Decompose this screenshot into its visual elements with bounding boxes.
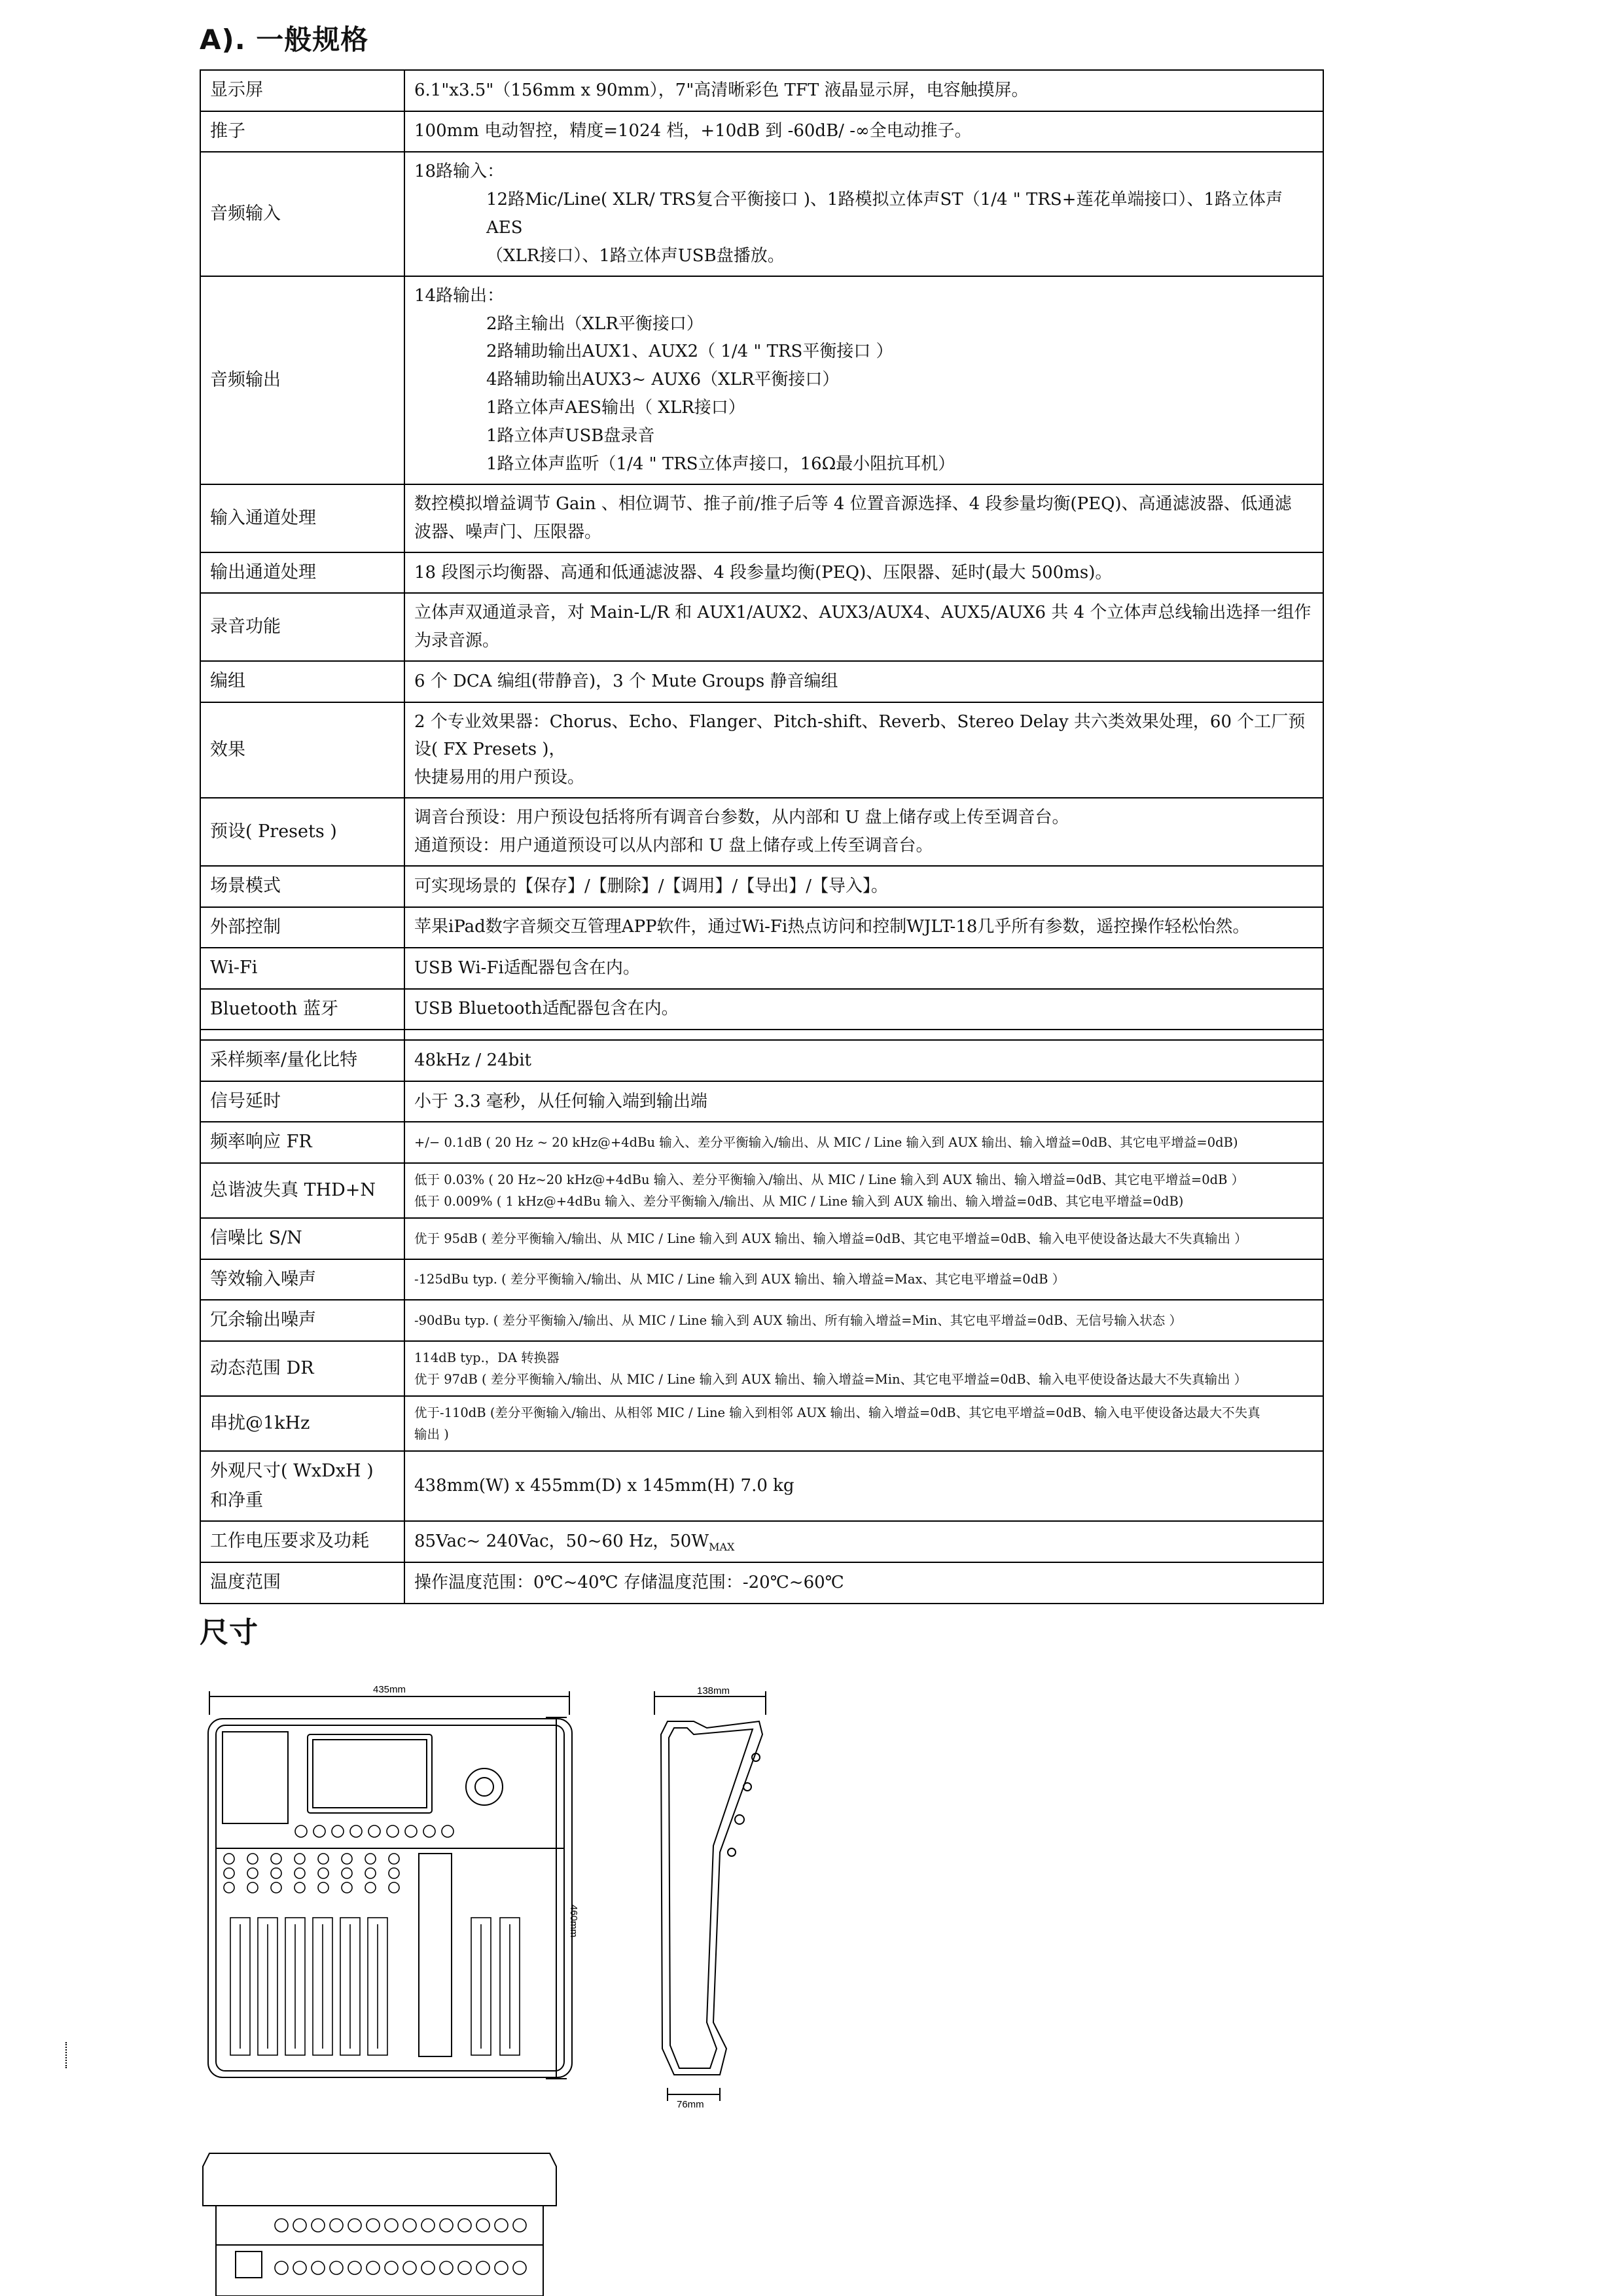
- knob-mark: [318, 1854, 329, 1864]
- spec-value: [404, 1081, 1323, 1122]
- spec-value-line: 1路立体声监听（1/4 " TRS立体声接口，16Ω最小阻抗耳机）: [486, 454, 955, 474]
- spec-value-line: 85Vac~ 240Vac，50~60 Hz，50W: [414, 1531, 709, 1551]
- jack-mark: [275, 2219, 288, 2232]
- spec-value: [404, 948, 1323, 989]
- spec-table: [200, 69, 1324, 1604]
- knob-mark: [332, 1825, 344, 1837]
- spec-key: 串扰@1kHz: [200, 1396, 404, 1451]
- spec-value: [404, 1396, 1323, 1451]
- spec-value-line: 操作温度范围：0℃~40℃ 存储温度范围：-20℃~60℃: [414, 1572, 844, 1592]
- jack-mark: [421, 2261, 435, 2274]
- jack-mark: [293, 2261, 306, 2274]
- spec-row: [200, 866, 1323, 907]
- jack-mark: [421, 2219, 435, 2232]
- jack-mark: [476, 2261, 490, 2274]
- jack-mark: [403, 2261, 416, 2274]
- spec-row: [200, 798, 1323, 866]
- spec-value-line: 4路辅助输出AUX3~ AUX6（XLR平衡接口）: [486, 370, 840, 390]
- spec-value: [404, 276, 1323, 484]
- knob-mark: [342, 1854, 352, 1864]
- spec-separator-cell: [404, 1030, 1323, 1040]
- jack-mark: [495, 2219, 508, 2232]
- spec-value-line: 18 段图示均衡器、高通和低通滤波器、4 段参量均衡(PEQ)、压限器、延时(最大 500ms)。: [414, 562, 1113, 583]
- spec-value: [404, 484, 1323, 552]
- jack-mark: [385, 2261, 398, 2274]
- spec-row: [200, 111, 1323, 152]
- front-width-label: 435mm: [373, 1684, 406, 1695]
- spec-value: [404, 1300, 1323, 1341]
- spec-value: [404, 798, 1323, 866]
- spec-value: [404, 1259, 1323, 1300]
- spec-key: Bluetooth 蓝牙: [200, 989, 404, 1030]
- jack-mark: [348, 2261, 361, 2274]
- spec-key: 编组: [200, 661, 404, 702]
- spec-value: [404, 152, 1323, 276]
- spec-row: [200, 1341, 1323, 1396]
- spec-row: [200, 1396, 1323, 1451]
- knob-mark: [365, 1868, 376, 1878]
- spec-key: 输入通道处理: [200, 484, 404, 552]
- knob-mark: [224, 1882, 234, 1893]
- jack-mark: [366, 2261, 380, 2274]
- spec-value: [404, 593, 1323, 661]
- spec-key: 预设( Presets ): [200, 798, 404, 866]
- knob-mark: [423, 1825, 435, 1837]
- jack-mark: [293, 2219, 306, 2232]
- spec-value-subscript: MAX: [709, 1541, 735, 1554]
- side-view-drawing: [648, 1682, 785, 2108]
- spec-row: [200, 1521, 1323, 1562]
- spec-value-line: 通道预设：用户通道预设可以从内部和 U 盘上储存或上传至调音台。: [414, 836, 933, 856]
- jack-mark: [495, 2261, 508, 2274]
- spec-value-line: USB Bluetooth适配器包含在内。: [414, 999, 679, 1019]
- spec-row: [200, 948, 1323, 989]
- spec-value-line: 114dB typ.，DA 转换器: [414, 1350, 560, 1365]
- spec-value-line: 438mm(W) x 455mm(D) x 145mm(H) 7.0 kg: [414, 1476, 794, 1496]
- spec-value-line: 快捷易用的用户预设。: [414, 768, 585, 788]
- spec-row: [200, 1040, 1323, 1081]
- knob-mark: [271, 1868, 281, 1878]
- knob-mark: [224, 1868, 234, 1878]
- spec-key: 工作电压要求及功耗: [200, 1521, 404, 1562]
- jack-mark: [403, 2219, 416, 2232]
- spec-row: [200, 152, 1323, 276]
- spec-value-line: 低于 0.009% ( 1 kHz@+4dBu 输入、差分平衡输入/输出、从 MIC / Line 输入到 AUX 输出、输入增益=0dB、其它电平增益=0dB): [414, 1193, 1184, 1209]
- jack-mark: [348, 2219, 361, 2232]
- spec-row: [200, 1451, 1323, 1521]
- jack-mark: [385, 2219, 398, 2232]
- jack-mark: [330, 2261, 343, 2274]
- knob-mark: [350, 1825, 362, 1837]
- front-view-drawing: [196, 1682, 589, 2088]
- knob-mark: [365, 1854, 376, 1864]
- spec-row: [200, 1081, 1323, 1122]
- spec-key: 冗余输出噪声: [200, 1300, 404, 1341]
- spec-value-line: 立体声双通道录音，对 Main-L/R 和 AUX1/AUX2、AUX3/AUX4、AUX5/AUX6 共 4 个立体声总线输出选择一组作: [414, 603, 1311, 623]
- spec-value: [404, 1521, 1323, 1562]
- margin-marker: [65, 2042, 68, 2068]
- side-height-label: 76mm: [677, 2099, 704, 2108]
- jack-mark: [312, 2261, 325, 2274]
- knob-mark: [294, 1854, 305, 1864]
- spec-value-line: 可实现场景的【保存】/【删除】/【调用】/【导出】/【导入】。: [414, 876, 889, 896]
- spec-value-line: 2路主输出（XLR平衡接口）: [486, 314, 704, 334]
- spec-key: 等效输入噪声: [200, 1259, 404, 1300]
- jack-mark: [366, 2219, 380, 2232]
- spec-value: [404, 866, 1323, 907]
- spec-key: 场景模式: [200, 866, 404, 907]
- spec-value-line: -125dBu typ. ( 差分平衡输入/输出、从 MIC / Line 输入到 AUX 输出、输入增益=Max、其它电平增益=0dB ）: [414, 1272, 1065, 1287]
- jack-mark: [275, 2261, 288, 2274]
- spec-value: [404, 552, 1323, 594]
- spec-key: 频率响应 FR: [200, 1122, 404, 1163]
- spec-separator-cell: [200, 1030, 404, 1040]
- spec-value: [404, 907, 1323, 948]
- spec-row: [200, 702, 1323, 798]
- spec-key: 音频输入: [200, 152, 404, 276]
- spec-value-line: 数控模拟增益调节 Gain 、相位调节、推子前/推子后等 4 位置音源选择、4 段参量均衡(PEQ)、高通滤波器、低通滤: [414, 493, 1292, 514]
- knob-mark: [294, 1882, 305, 1893]
- spec-value-line: 6.1"x3.5"（156mm x 90mm），7"高清晰彩色 TFT 液晶显示屏，电容触摸屏。: [414, 80, 1029, 100]
- spec-row: [200, 989, 1323, 1030]
- knob-mark: [342, 1882, 352, 1893]
- knob-mark: [247, 1868, 258, 1878]
- spec-key: 温度范围: [200, 1562, 404, 1604]
- spec-value: [404, 111, 1323, 152]
- spec-value-line: 调音台预设：用户预设包括将所有调音台参数，从内部和 U 盘上储存或上传至调音台。: [414, 808, 1069, 828]
- jack-mark: [513, 2219, 526, 2232]
- spec-row: [200, 1562, 1323, 1604]
- spec-value: [404, 1122, 1323, 1163]
- spec-value-line: 为录音源。: [414, 631, 500, 651]
- knob-mark: [368, 1825, 380, 1837]
- spec-row: [200, 276, 1323, 484]
- spec-value: [404, 1040, 1323, 1081]
- spec-value-line: 优于-110dB (差分平衡输入/输出、从相邻 MIC / Line 输入到相邻 AUX 输出、输入增益=0dB、其它电平增益=0dB、输入电平使设备达最大不失真: [414, 1405, 1260, 1421]
- knob-mark: [294, 1868, 305, 1878]
- knob-mark: [247, 1854, 258, 1864]
- spec-value: [404, 661, 1323, 702]
- spec-value: [404, 1163, 1323, 1218]
- spec-row: [200, 484, 1323, 552]
- spec-row: [200, 661, 1323, 702]
- knob-mark: [318, 1882, 329, 1893]
- spec-row: [200, 1218, 1323, 1259]
- knob-mark: [405, 1825, 417, 1837]
- spec-value-line: 1路立体声USB盘录音: [486, 426, 655, 446]
- spec-key: 输出通道处理: [200, 552, 404, 594]
- spec-key: 录音功能: [200, 593, 404, 661]
- spec-value-line: 12路Mic/Line( XLR/ TRS复合平衡接口 )、1路模拟立体声ST（1/4 " TRS+莲花单端接口）、1路立体声AES: [486, 189, 1283, 238]
- knob-mark: [389, 1854, 399, 1864]
- knob-mark: [342, 1868, 352, 1878]
- front-depth-dimension: [543, 1715, 582, 2081]
- jack-mark: [458, 2219, 471, 2232]
- spec-value-line: 14路输出：: [414, 285, 505, 306]
- spec-value-line: 输出 ): [414, 1427, 449, 1443]
- knob-mark: [389, 1868, 399, 1878]
- jack-mark: [513, 2261, 526, 2274]
- spec-value-line: 优于 95dB ( 差分平衡输入/输出、从 MIC / Line 输入到 AUX 输出、输入增益=0dB、其它电平增益=0dB、输入电平使设备达最大不失真输出 ）: [414, 1230, 1247, 1246]
- knob-mark: [387, 1825, 399, 1837]
- jack-mark: [458, 2261, 471, 2274]
- spec-value: [404, 702, 1323, 798]
- spec-key: 推子: [200, 111, 404, 152]
- side-depth-label: 138mm: [697, 1685, 730, 1696]
- spec-key: 显示屏: [200, 70, 404, 111]
- knob-mark: [318, 1868, 329, 1878]
- spec-value-line: 苹果iPad数字音频交互管理APP软件，通过Wi-Fi热点访问和控制WJLT-18几乎所有参数，遥控操作轻松怡然。: [414, 917, 1250, 937]
- spec-value-line: 2路辅助输出AUX1、AUX2（ 1/4 " TRS平衡接口 ）: [486, 342, 893, 362]
- spec-key: 外观尺寸( WxDxH ) 和净重: [200, 1451, 404, 1521]
- front-depth-label: 460mm: [568, 1905, 579, 1938]
- knob-mark: [389, 1882, 399, 1893]
- knob-mark: [442, 1825, 454, 1837]
- rear-view-drawing: [196, 2140, 563, 2296]
- knob-mark: [365, 1882, 376, 1893]
- spec-value-line: 小于 3.3 毫秒，从任何输入端到输出端: [414, 1091, 707, 1111]
- spec-row: [200, 593, 1323, 661]
- spec-separator-row: [200, 1030, 1323, 1040]
- spec-value: [404, 70, 1323, 111]
- spec-key: Wi-Fi: [200, 948, 404, 989]
- spec-row: [200, 552, 1323, 594]
- knob-mark: [295, 1825, 307, 1837]
- spec-row: [200, 907, 1323, 948]
- jack-mark: [476, 2219, 490, 2232]
- spec-value-line: （XLR接口）、1路立体声USB盘播放。: [486, 245, 785, 266]
- spec-value-line: 2 个专业效果器：Chorus、Echo、Flanger、Pitch-shift、Reverb、Stereo Delay 共六类效果处理，60 个工厂预设( FX Presets )，: [414, 711, 1306, 760]
- knob-mark: [224, 1854, 234, 1864]
- jack-mark: [330, 2219, 343, 2232]
- spec-value-line: 6 个 DCA 编组(带静音)，3 个 Mute Groups 静音编组: [414, 671, 838, 691]
- spec-key: 效果: [200, 702, 404, 798]
- spec-row: [200, 1163, 1323, 1218]
- spec-value-line: 18路输入：: [414, 162, 505, 182]
- spec-value-line: +/− 0.1dB ( 20 Hz ~ 20 kHz@+4dBu 输入、差分平衡输入/输出、从 MIC / Line 输入到 AUX 输出、输入增益=0dB、其它电平增益=0dB): [414, 1134, 1238, 1150]
- spec-value: [404, 1562, 1323, 1604]
- spec-value-line: 优于 97dB ( 差分平衡输入/输出、从 MIC / Line 输入到 AUX 输出、输入增益=Min、其它电平增益=0dB、输入电平使设备达最大不失真输出 ）: [414, 1371, 1247, 1387]
- jack-mark: [440, 2261, 453, 2274]
- spec-row: [200, 70, 1323, 111]
- spec-value-line: 1路立体声AES输出（ XLR接口）: [486, 398, 745, 418]
- spec-key: 外部控制: [200, 907, 404, 948]
- spec-value-line: 波器、噪声门、压限器。: [414, 522, 602, 542]
- spec-key: 总谐波失真 THD+N: [200, 1163, 404, 1218]
- spec-key: 动态范围 DR: [200, 1341, 404, 1396]
- knob-mark: [247, 1882, 258, 1893]
- spec-value-line: 100mm 电动智控，精度=1024 档，+10dB 到 -60dB/ -∞全电动推子。: [414, 121, 972, 141]
- spec-value-line: USB Wi-Fi适配器包含在内。: [414, 958, 640, 978]
- spec-row: [200, 1259, 1323, 1300]
- jack-mark: [312, 2219, 325, 2232]
- spec-row: [200, 1122, 1323, 1163]
- jack-mark: [440, 2219, 453, 2232]
- spec-key: 信号延时: [200, 1081, 404, 1122]
- section-title-general: A). 一般规格: [200, 24, 369, 56]
- spec-value-line: 48kHz / 24bit: [414, 1050, 531, 1071]
- spec-key: 信噪比 S/N: [200, 1218, 404, 1259]
- spec-value-line: -90dBu typ. ( 差分平衡输入/输出、从 MIC / Line 输入到 AUX 输出、所有输入增益=Min、其它电平增益=0dB、无信号输入状态 ）: [414, 1312, 1182, 1328]
- knob-mark: [271, 1882, 281, 1893]
- spec-value: [404, 1218, 1323, 1259]
- spec-value: [404, 1341, 1323, 1396]
- spec-key: 采样频率/量化比特: [200, 1040, 404, 1081]
- spec-value: [404, 989, 1323, 1030]
- spec-value-line: 低于 0.03% ( 20 Hz~20 kHz@+4dBu 输入、差分平衡输入/输出、从 MIC / Line 输入到 AUX 输出、输入增益=0dB、其它电平增益=0dB ）: [414, 1172, 1245, 1187]
- spec-key: 音频输出: [200, 276, 404, 484]
- knob-mark: [313, 1825, 325, 1837]
- spec-row: [200, 1300, 1323, 1341]
- section-title-dimensions: 尺寸: [200, 1616, 259, 1649]
- knob-mark: [271, 1854, 281, 1864]
- spec-value: [404, 1451, 1323, 1521]
